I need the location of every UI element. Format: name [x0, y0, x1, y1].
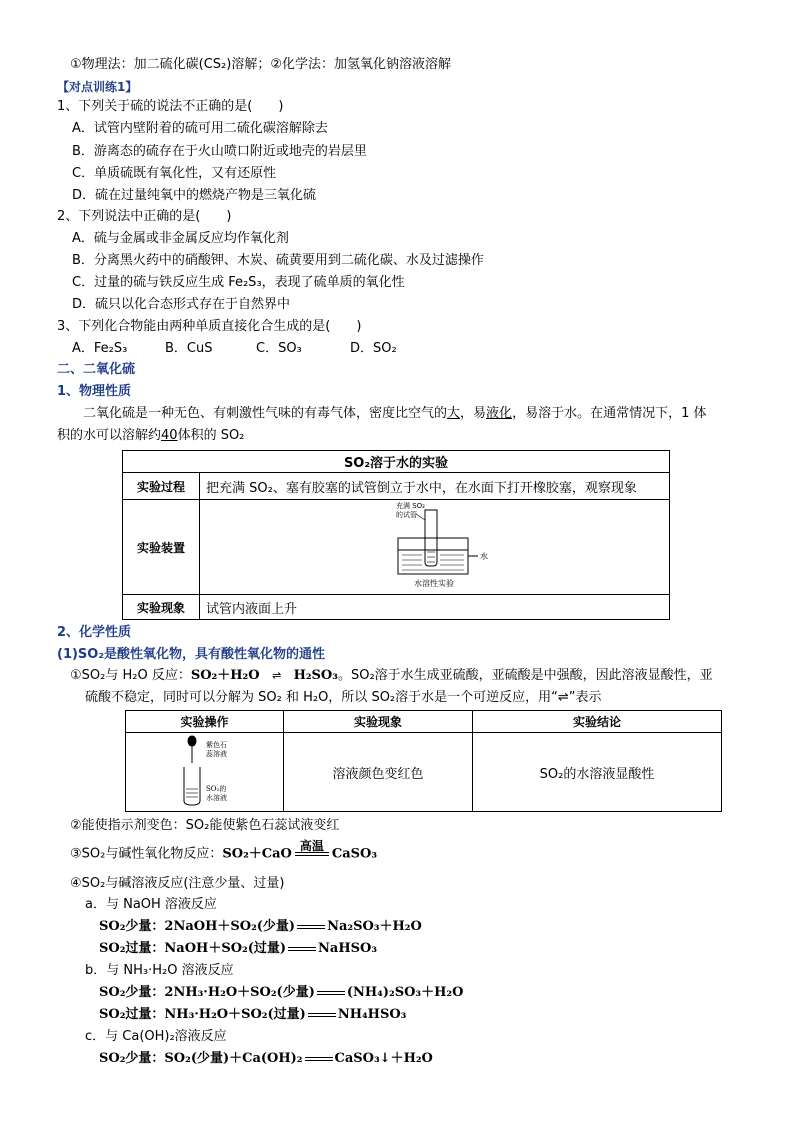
q2-option-b: B．分离黑火药中的硝酸钾、木炭、硫黄要用到二硫化碳、水及过滤操作 — [72, 253, 484, 268]
calcium-hydroxide-heading: c．与 Ca(OH)₂溶液反应 — [85, 1029, 227, 1044]
q3-stem: 3、下列化合物能由两种单质直接化合生成的是( ) — [57, 319, 362, 334]
q2-option-c: C．过量的硫与铁反应生成 Fe₂S₃，表现了硫单质的氧化性 — [72, 275, 405, 290]
figure-label-tube: 充满 SO₂ — [395, 502, 425, 510]
section-title: 二、二氧化硫 — [57, 362, 136, 377]
methods-line: ①物理法：加二硫化碳(CS₂)溶解；②化学法：加氢氧化钠溶液溶解 — [70, 57, 451, 72]
row-value-phenomenon: 试管内液面上升 — [200, 595, 670, 620]
conclusion-cell: SO₂的水溶液显酸性 — [473, 733, 722, 812]
dropper-test-tube-figure — [160, 733, 250, 807]
q2-option-d: D．硫只以化合态形式存在于自然界中 — [72, 297, 291, 312]
header-conclusion: 实验结论 — [473, 711, 722, 733]
reversible-arrow-icon: ⇌ — [271, 668, 282, 682]
q3-option-b: B．CuS — [165, 341, 213, 356]
alkali-reaction-heading: ④SO₂与碱溶液反应(注意少量、过量) — [70, 876, 285, 891]
physical-properties-line-1: 二氧化硫是一种无色、有刺激性气味的有毒气体，密度比空气的大，易液化，易溶于水。在通常情况下，1 体 — [57, 406, 707, 421]
q2-option-a: A．硫与金属或非金属反应均作氧化剂 — [72, 231, 289, 246]
figure-caption: 水溶性实验 — [413, 579, 454, 588]
calcium-hydroxide-small-equation: SO₂少量：SO₂(少量)＋Ca(OH)₂ CaSO₃↓＋H₂O — [99, 1051, 433, 1066]
so2-water-paragraph-line-1: ①SO₂与 H₂O 反应：SO₂＋H₂O ⇌ H₂SO₃。SO₂溶于水生成亚硫酸，亚硫酸是中强酸，因此溶液显酸性，亚 — [70, 668, 713, 683]
q3-option-c: C．SO₃ — [256, 341, 302, 356]
basic-oxide-reaction: ③SO₂与碱性氧化物反应：SO₂＋CaO 高温 CaSO₃ — [70, 840, 377, 866]
figure-label-litmus-2: 蕊溶液 — [205, 750, 227, 758]
ammonia-small-equation: SO₂少量：2NH₃·H₂O＋SO₂(少量) (NH₄)₂SO₃＋H₂O — [99, 985, 464, 1000]
ammonia-heading: b．与 NH₃·H₂O 溶液反应 — [85, 963, 234, 978]
subsection-title-chemical: 2、化学性质 — [57, 625, 132, 640]
indicator-experiment-table — [125, 710, 722, 812]
header-operation: 实验操作 — [126, 711, 284, 733]
q2-stem: 2、下列说法中正确的是( ) — [57, 209, 232, 224]
naoh-excess-equation: SO₂过量：NaOH＋SO₂(过量) NaHSO₃ — [99, 941, 378, 956]
q1-option-b: B．游离态的硫存在于火山喷口附近或地壳的岩层里 — [72, 144, 367, 159]
row-label-phenomenon: 实验现象 — [123, 595, 200, 620]
row-label-apparatus: 实验装置 — [123, 500, 200, 595]
condition-equals: 高温 — [295, 840, 329, 868]
q1-stem: 1、下列关于硫的说法不正确的是( ) — [57, 99, 284, 114]
naoh-heading: a．与 NaOH 溶液反应 — [85, 897, 217, 912]
solubility-apparatus-figure — [370, 500, 500, 590]
q3-option-d: D．SO₂ — [350, 341, 397, 356]
subsection-title-acidic-oxide: (1)SO₂是酸性氧化物，具有酸性氧化物的通性 — [57, 647, 326, 662]
header-phenomenon: 实验现象 — [284, 711, 473, 733]
row-value-process: 把充满 SO₂、塞有胶塞的试管倒立于水中，在水面下打开橡胶塞，观察现象 — [200, 473, 670, 500]
figure-label-solution-1: SO₂的 — [205, 785, 226, 793]
q3-option-a: A．Fe₂S₃ — [72, 341, 128, 356]
ammonia-excess-equation: SO₂过量：NH₃·H₂O＋SO₂(过量) NH₄HSO₃ — [99, 1007, 407, 1022]
training-header: 【对点训练1】 — [57, 80, 138, 94]
physical-properties-line-2: 积的水可以溶解约40体积的 SO₂ — [57, 428, 245, 443]
naoh-small-equation: SO₂少量：2NaOH＋SO₂(少量) Na₂SO₃＋H₂O — [99, 919, 422, 934]
q1-option-c: C．单质硫既有氧化性，又有还原性 — [72, 166, 277, 181]
q1-option-d: D．硫在过量纯氧中的燃烧产物是三氧化硫 — [72, 188, 317, 203]
figure-label-tube-2: 的试管 — [395, 511, 417, 519]
figure-label-solution-2: 水溶液 — [205, 794, 227, 802]
table-title: SO₂溶于水的实验 — [123, 451, 670, 473]
figure-label-litmus-1: 紫色石 — [205, 741, 227, 749]
q1-option-a: A．试管内壁附着的硫可用二硫化碳溶解除去 — [72, 121, 328, 136]
phenomenon-cell: 溶液颜色变红色 — [284, 733, 473, 812]
so2-water-paragraph-line-2: 硫酸不稳定，同时可以分解为 SO₂ 和 H₂O，所以 SO₂溶于水是一个可逆反应，用“⇌”表示 — [85, 690, 602, 705]
figure-label-water: 水 — [479, 552, 488, 561]
row-label-process: 实验过程 — [123, 473, 200, 500]
so2-solubility-table — [122, 450, 670, 620]
subsection-title-physical: 1、物理性质 — [57, 384, 132, 399]
operation-figure-cell — [126, 733, 284, 812]
apparatus-figure-cell — [200, 500, 670, 595]
indicator-paragraph: ②能使指示剂变色：SO₂能使紫色石蕊试液变红 — [70, 818, 340, 833]
